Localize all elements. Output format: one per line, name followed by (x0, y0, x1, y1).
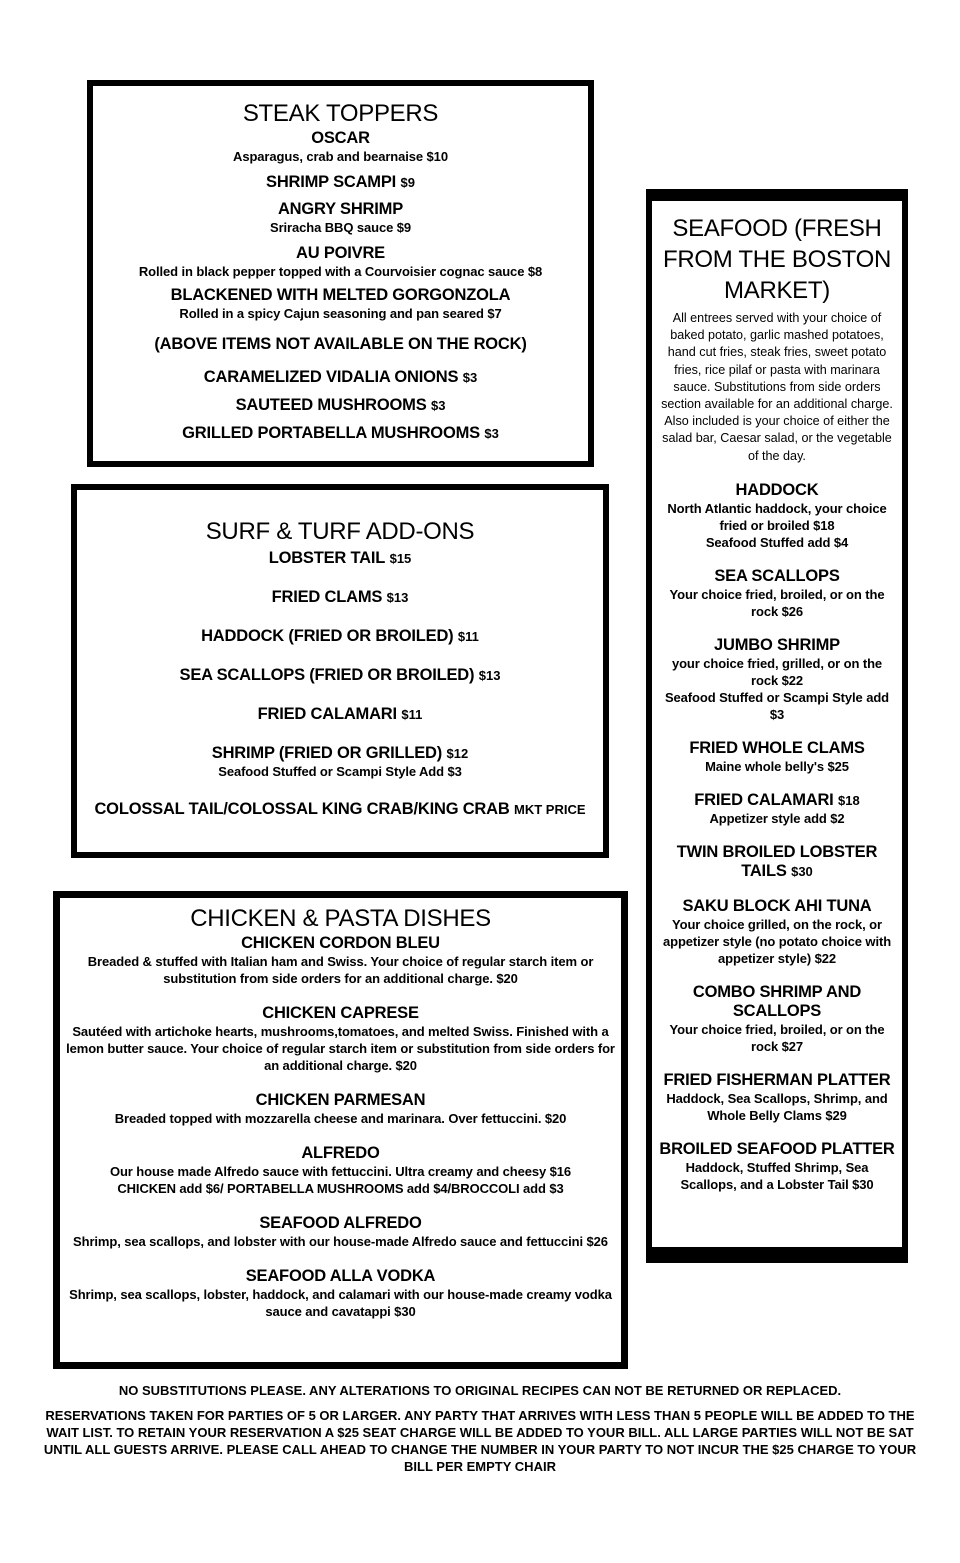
item-name: HADDOCK (735, 480, 819, 499)
item-price: MKT PRICE (514, 802, 586, 817)
substitution-note: NO SUBSTITUTIONS PLEASE. ANY ALTERATIONS TO ORIGINAL RECIPES CAN NOT BE RETURNED OR REPLACED. (118, 1383, 842, 1398)
section-title: SEAFOOD (FRESH FROM THE BOSTON MARKET) (663, 215, 891, 304)
item-desc: Breaded topped with mozzarella cheese and marinara. Over fettuccini. $20 (114, 1111, 567, 1126)
item-price: $15 (389, 551, 412, 566)
section-title: STEAK TOPPERS (242, 100, 439, 127)
menu-item (93, 368, 588, 387)
item-name: CHICKEN PARMESAN (255, 1091, 426, 1109)
item-name: FRIED FISHERMAN PLATTER (663, 1070, 891, 1089)
section-title: CHICKEN & PASTA DISHES (190, 905, 491, 932)
item-price: $30 (791, 863, 813, 879)
menu-item (77, 627, 603, 646)
menu-item (658, 739, 896, 775)
item-price: $9 (400, 175, 415, 190)
item-desc: Sriracha BBQ sauce $9 (270, 220, 411, 235)
footer-notes (40, 1382, 920, 1483)
section-title: SURF & TURF ADD-ONS (205, 518, 475, 545)
menu-item (77, 588, 603, 607)
item-name: COMBO SHRIMP AND SCALLOPS (692, 982, 862, 1020)
item-name: FRIED CALAMARI (257, 705, 397, 723)
item-price: $13 (386, 590, 409, 605)
item-desc: Sautéed with artichoke hearts, mushrooms,tomatoes, and melted Swiss. Finished with a lemon butter sauce. Your choice of regular starch item or substitution from side orders for an additional charge. $20 (66, 1024, 615, 1073)
item-price: $3 (430, 398, 446, 413)
menu-item (658, 567, 896, 620)
surf-turf-section (71, 484, 609, 858)
menu-item (60, 1144, 621, 1197)
item-price: $11 (401, 707, 423, 722)
menu-item (60, 1091, 621, 1127)
item-addon: Seafood Stuffed or Scampi Style add $3 (664, 689, 890, 722)
menu-item (658, 636, 896, 723)
item-name: JUMBO SHRIMP (714, 635, 840, 654)
item-name: SHRIMP (FRIED OR GRILLED) (211, 744, 443, 762)
menu-item (658, 791, 896, 827)
item-price: $12 (446, 746, 469, 761)
item-name: SEAFOOD ALFREDO (259, 1214, 422, 1232)
item-name: GRILLED PORTABELLA MUSHROOMS (182, 424, 480, 442)
item-desc: Your choice grilled, on the rock, or appetizer style (no potato choice with appetizer style) $22 (662, 916, 892, 966)
item-name: CHICKEN CAPRESE (262, 1004, 419, 1022)
item-desc: Haddock, Stuffed Shrimp, Sea Scallops, and a Lobster Tail $30 (680, 1159, 874, 1192)
reservation-note: RESERVATIONS TAKEN FOR PARTIES OF 5 OR LARGER. ANY PARTY THAT ARRIVES WITH LESS THAN 5 PEOPLE WILL BE ADDED TO THE WAIT LIST. TO RETAIN YOUR RESERVATION A $25 SEAT CHARGE WILL BE ADDED TO YOUR BILL. ALL LARGE PARTIES WILL NOT BE SAT UNTIL ALL GUESTS ARRIVE. PLEASE CALL AHEAD TO CHANGE THE NUMBER IN YOUR PARTY TO NOT INCUR THE $25 CHARGE TO YOUR BILL PER EMPTY CHAIR (43, 1408, 917, 1474)
item-name: SEA SCALLOPS (FRIED OR BROILED) (179, 666, 475, 684)
item-desc: Appetizer style add $2 (709, 810, 845, 826)
item-desc: Haddock, Sea Scallops, Shrimp, and Whole Belly Clams $29 (666, 1090, 888, 1123)
menu-item (77, 800, 603, 819)
item-desc: Asparagus, crab and bearnaise $10 (233, 149, 448, 164)
item-desc: Rolled in a spicy Cajun seasoning and pan seared $7 (179, 306, 502, 321)
item-addon: Seafood Stuffed add $4 (705, 534, 849, 550)
item-name: OSCAR (311, 129, 370, 147)
menu-item (658, 983, 896, 1055)
chicken-pasta-section (53, 891, 628, 1369)
item-name: (ABOVE ITEMS NOT AVAILABLE ON THE ROCK) (154, 335, 527, 353)
item-desc: Shrimp, sea scallops, and lobster with our house-made Alfredo sauce and fettuccini $26 (73, 1234, 608, 1249)
seafood-section (646, 189, 908, 1263)
item-name: SAUTEED MUSHROOMS (235, 396, 427, 414)
menu-item (658, 897, 896, 967)
menu-item (77, 744, 603, 780)
menu-item (93, 424, 588, 443)
item-name: FRIED WHOLE CLAMS (689, 738, 865, 757)
item-desc: your choice fried, grilled, or on the rock $22 (671, 655, 883, 688)
item-price: $18 (838, 792, 860, 808)
menu-item (77, 666, 603, 685)
item-price: $11 (457, 629, 479, 644)
item-price: $3 (462, 370, 478, 385)
item-name: ALFREDO (301, 1144, 380, 1162)
menu-item (93, 244, 588, 280)
menu-item (60, 1214, 621, 1250)
item-name: SHRIMP SCAMPI (266, 173, 397, 191)
item-desc: Your choice fried, broiled, or on the rock $26 (669, 586, 885, 619)
item-price: $3 (484, 426, 499, 441)
item-desc: Maine whole belly's $25 (705, 758, 849, 774)
menu-item (658, 1071, 896, 1124)
menu-item (93, 173, 588, 192)
menu-item (93, 200, 588, 236)
menu-item (77, 549, 603, 568)
menu-item (60, 1004, 621, 1074)
menu-item (93, 396, 588, 415)
item-name: ANGRY SHRIMP (277, 200, 404, 218)
section-intro: All entrees served with your choice of baked potato, garlic mashed potatoes, hand cut fries, steak fries, sweet potato fries, rice pilaf or pasta with marinara sauce. Substitutions from side orders section available for an additional charge. Also included is your choice of either the salad bar, Caesar salad, or the vegetable of the day. (661, 311, 893, 463)
item-desc: Rolled in black pepper topped with a Courvoisier cognac sauce $8 (138, 264, 543, 279)
item-name: AU POIVRE (296, 244, 385, 262)
item-desc: Our house made Alfredo sauce with fettuccini. Ultra creamy and cheesy $16 (109, 1164, 572, 1179)
item-desc: Shrimp, sea scallops, lobster, haddock, and calamari with our house-made creamy vodka sauce and cavatappi $30 (69, 1287, 612, 1319)
menu-item (658, 1140, 896, 1193)
item-name: SEA SCALLOPS (714, 566, 840, 585)
availability-note (93, 335, 588, 354)
item-name: TWIN BROILED LOBSTER TAILS (676, 842, 878, 880)
item-name: BROILED SEAFOOD PLATTER (659, 1139, 895, 1158)
item-name: SAKU BLOCK AHI TUNA (682, 896, 872, 915)
item-desc: Seafood Stuffed or Scampi Style Add $3 (218, 764, 462, 779)
item-name: LOBSTER TAIL (268, 549, 386, 567)
item-desc: North Atlantic haddock, your choice fried or broiled $18 (667, 500, 887, 533)
menu-item (658, 481, 896, 551)
item-name: COLOSSAL TAIL/COLOSSAL KING CRAB/KING CRAB (94, 800, 510, 818)
item-name: FRIED CLAMS (271, 588, 383, 606)
steak-toppers-section (87, 80, 594, 467)
item-desc: Breaded & stuffed with Italian ham and Swiss. Your choice of regular starch item or substitution from side orders for an additional charge. $20 (87, 954, 594, 986)
item-name: FRIED CALAMARI (694, 790, 834, 809)
menu-item (93, 129, 588, 165)
item-name: CHICKEN CORDON BLEU (241, 934, 440, 952)
item-desc: Your choice fried, broiled, or on the rock $27 (669, 1021, 885, 1054)
item-name: HADDOCK (FRIED OR BROILED) (201, 627, 454, 645)
menu-item (77, 705, 603, 724)
item-price: $13 (478, 668, 501, 683)
item-addons: CHICKEN add $6/ PORTABELLA MUSHROOMS add $4/BROCCOLI add $3 (117, 1181, 564, 1196)
menu-item (658, 843, 896, 881)
item-name: SEAFOOD ALLA VODKA (245, 1267, 436, 1285)
item-name: BLACKENED WITH MELTED GORGONZOLA (170, 286, 511, 304)
item-name: CARAMELIZED VIDALIA ONIONS (203, 368, 459, 386)
menu-item (93, 286, 588, 322)
menu-item (60, 1267, 621, 1320)
menu-item (60, 934, 621, 987)
